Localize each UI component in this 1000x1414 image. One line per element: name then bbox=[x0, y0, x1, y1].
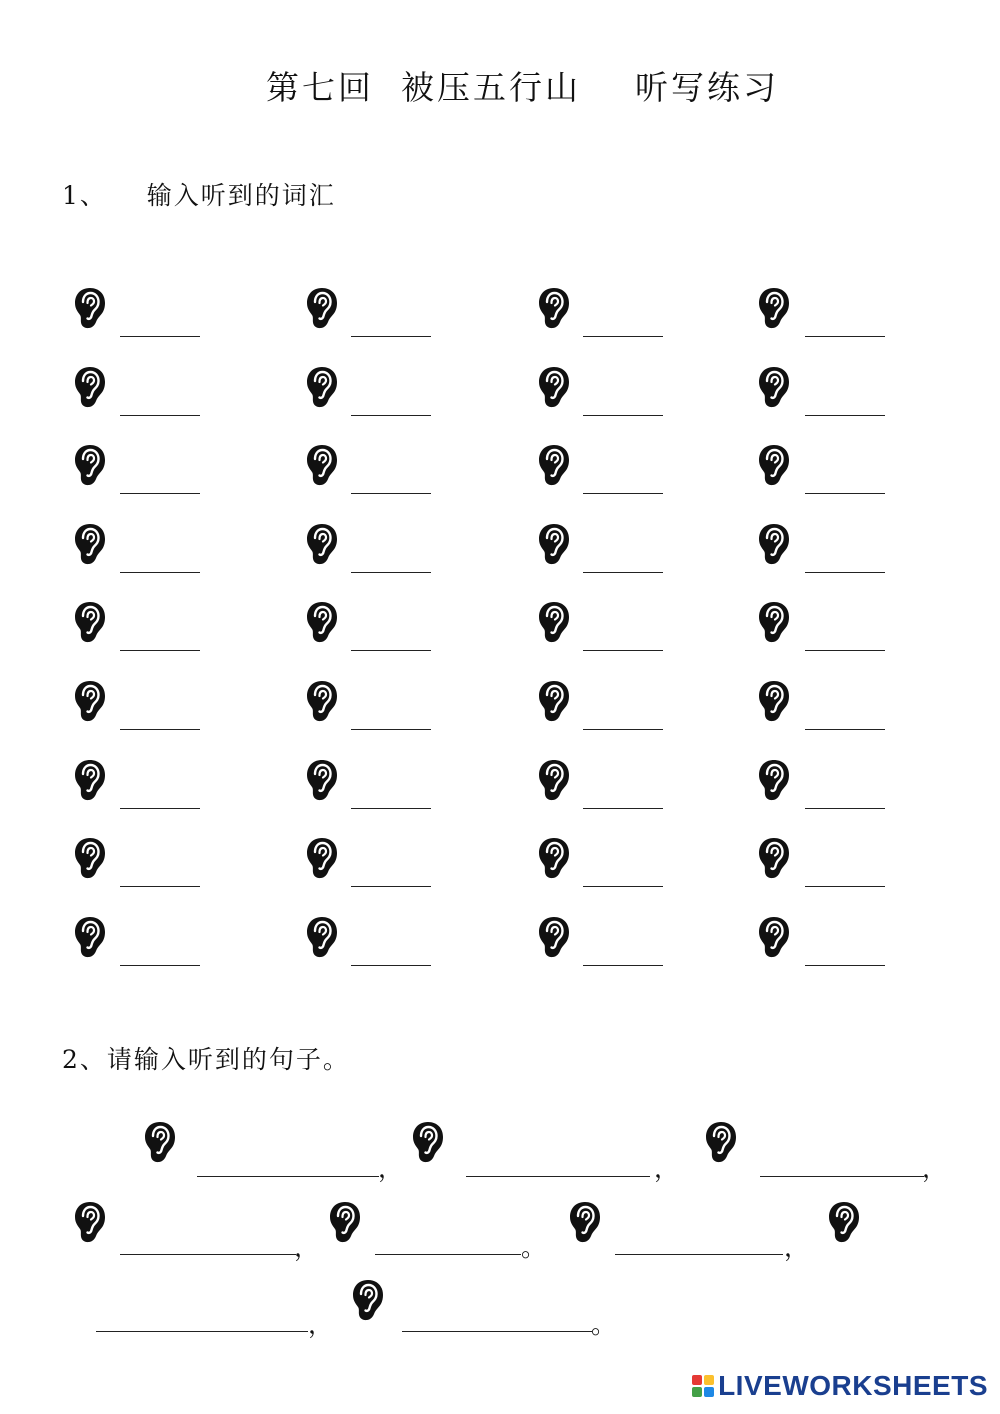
ear-icon[interactable] bbox=[536, 365, 572, 409]
ear-icon[interactable] bbox=[756, 443, 792, 487]
ear-icon[interactable] bbox=[304, 836, 340, 880]
sentence-punctuation: 。 bbox=[591, 1310, 617, 1339]
section-2-heading: 2、请输入听到的句子。 bbox=[62, 1045, 350, 1074]
word-answer-blank[interactable] bbox=[583, 415, 663, 416]
word-answer-blank[interactable] bbox=[120, 808, 200, 809]
word-answer-blank[interactable] bbox=[805, 729, 885, 730]
sentence-punctuation: 。 bbox=[521, 1233, 547, 1262]
word-answer-blank[interactable] bbox=[583, 336, 663, 337]
ear-icon[interactable] bbox=[304, 286, 340, 330]
sentence-answer-blank[interactable] bbox=[760, 1176, 924, 1177]
word-answer-blank[interactable] bbox=[351, 336, 431, 337]
ear-icon[interactable] bbox=[756, 286, 792, 330]
ear-icon[interactable] bbox=[72, 286, 108, 330]
ear-icon[interactable] bbox=[536, 600, 572, 644]
word-answer-blank[interactable] bbox=[120, 493, 200, 494]
sentence-answer-blank[interactable] bbox=[375, 1254, 521, 1255]
ear-icon[interactable] bbox=[536, 522, 572, 566]
word-answer-blank[interactable] bbox=[120, 336, 200, 337]
sentence-answer-blank[interactable] bbox=[402, 1331, 592, 1332]
word-answer-blank[interactable] bbox=[583, 808, 663, 809]
word-answer-blank[interactable] bbox=[351, 808, 431, 809]
sentence-punctuation: ， bbox=[308, 1310, 334, 1339]
ear-icon[interactable] bbox=[72, 758, 108, 802]
word-answer-blank[interactable] bbox=[120, 415, 200, 416]
ear-icon[interactable] bbox=[756, 679, 792, 723]
sentence-answer-blank[interactable] bbox=[120, 1254, 296, 1255]
word-answer-blank[interactable] bbox=[583, 729, 663, 730]
ear-icon[interactable] bbox=[304, 915, 340, 959]
ear-icon[interactable] bbox=[756, 915, 792, 959]
word-answer-blank[interactable] bbox=[805, 965, 885, 966]
word-answer-blank[interactable] bbox=[805, 572, 885, 573]
sentence-punctuation: ， bbox=[378, 1154, 404, 1183]
ear-icon[interactable] bbox=[756, 836, 792, 880]
word-answer-blank[interactable] bbox=[120, 965, 200, 966]
ear-icon[interactable] bbox=[756, 758, 792, 802]
word-answer-blank[interactable] bbox=[351, 415, 431, 416]
ear-icon[interactable] bbox=[350, 1278, 386, 1322]
liveworksheets-logo bbox=[692, 1370, 988, 1402]
liveworksheets-logo-mark bbox=[692, 1375, 714, 1397]
word-answer-blank[interactable] bbox=[805, 336, 885, 337]
ear-icon[interactable] bbox=[72, 365, 108, 409]
ear-icon[interactable] bbox=[304, 365, 340, 409]
word-answer-blank[interactable] bbox=[805, 650, 885, 651]
word-answer-blank[interactable] bbox=[583, 886, 663, 887]
word-answer-blank[interactable] bbox=[805, 415, 885, 416]
ear-icon[interactable] bbox=[327, 1200, 363, 1244]
word-answer-blank[interactable] bbox=[351, 650, 431, 651]
sentence-answer-blank[interactable] bbox=[96, 1331, 308, 1332]
word-answer-blank[interactable] bbox=[583, 493, 663, 494]
sentence-answer-blank[interactable] bbox=[615, 1254, 783, 1255]
word-answer-blank[interactable] bbox=[120, 650, 200, 651]
word-answer-blank[interactable] bbox=[351, 965, 431, 966]
ear-icon[interactable] bbox=[756, 600, 792, 644]
ear-icon[interactable] bbox=[703, 1120, 739, 1164]
word-answer-blank[interactable] bbox=[351, 886, 431, 887]
sentence-answer-blank[interactable] bbox=[466, 1176, 650, 1177]
word-answer-blank[interactable] bbox=[805, 493, 885, 494]
sentence-punctuation: ， bbox=[922, 1154, 948, 1183]
ear-icon[interactable] bbox=[304, 758, 340, 802]
sentence-punctuation: ， bbox=[294, 1233, 320, 1262]
ear-icon[interactable] bbox=[304, 443, 340, 487]
ear-icon[interactable] bbox=[756, 522, 792, 566]
ear-icon[interactable] bbox=[72, 1200, 108, 1244]
ear-icon[interactable] bbox=[304, 679, 340, 723]
ear-icon[interactable] bbox=[72, 915, 108, 959]
ear-icon[interactable] bbox=[304, 600, 340, 644]
word-answer-blank[interactable] bbox=[351, 572, 431, 573]
word-answer-blank[interactable] bbox=[583, 650, 663, 651]
word-answer-blank[interactable] bbox=[120, 572, 200, 573]
word-answer-blank[interactable] bbox=[351, 493, 431, 494]
liveworksheets-logo-text: LIVEWORKSHEETS bbox=[718, 1370, 988, 1401]
ear-icon[interactable] bbox=[72, 443, 108, 487]
ear-icon[interactable] bbox=[72, 600, 108, 644]
ear-icon[interactable] bbox=[72, 836, 108, 880]
ear-icon[interactable] bbox=[536, 758, 572, 802]
ear-icon[interactable] bbox=[536, 679, 572, 723]
ear-icon[interactable] bbox=[72, 679, 108, 723]
ear-icon[interactable] bbox=[72, 522, 108, 566]
word-answer-blank[interactable] bbox=[805, 886, 885, 887]
word-answer-blank[interactable] bbox=[583, 572, 663, 573]
ear-icon[interactable] bbox=[756, 365, 792, 409]
ear-icon[interactable] bbox=[410, 1120, 446, 1164]
ear-icon[interactable] bbox=[142, 1120, 178, 1164]
word-answer-blank[interactable] bbox=[120, 729, 200, 730]
word-answer-blank[interactable] bbox=[583, 965, 663, 966]
word-answer-blank[interactable] bbox=[805, 808, 885, 809]
word-answer-blank[interactable] bbox=[351, 729, 431, 730]
sentence-punctuation: ， bbox=[654, 1154, 680, 1183]
section-1-heading: 1、 输入听到的词汇 bbox=[62, 181, 336, 210]
ear-icon[interactable] bbox=[536, 836, 572, 880]
ear-icon[interactable] bbox=[567, 1200, 603, 1244]
sentence-punctuation: ， bbox=[784, 1233, 810, 1262]
worksheet-title: 第七回 被压五行山 听写练习 bbox=[266, 68, 779, 107]
ear-icon[interactable] bbox=[536, 915, 572, 959]
ear-icon[interactable] bbox=[826, 1200, 862, 1244]
ear-icon[interactable] bbox=[304, 522, 340, 566]
ear-icon[interactable] bbox=[536, 286, 572, 330]
ear-icon[interactable] bbox=[536, 443, 572, 487]
word-answer-blank[interactable] bbox=[120, 886, 200, 887]
sentence-answer-blank[interactable] bbox=[197, 1176, 379, 1177]
